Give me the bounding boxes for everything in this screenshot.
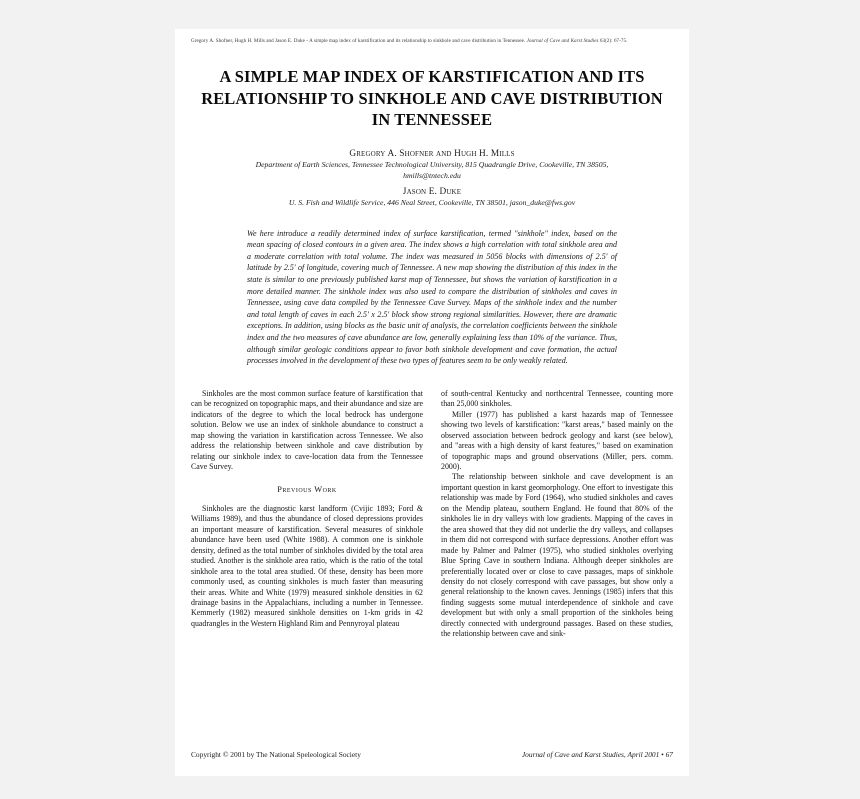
page-footer [191,750,673,759]
right-paragraph-2: Miller (1977) has published a karst hazards map of Tennessee showing two levels of karstification: "karst areas," based mainly on the observed association between bedrock geology and karst (see below), and "areas with a high density of karst features," based on examination of topographic maps and ground observations (Miller, pers. comm. 2000). [441,409,673,471]
page-title: A SIMPLE MAP INDEX OF KARSTIFICATION AND ITS RELATIONSHIP TO SINKHOLE AND CAVE DISTRIBUTION IN TENNESSEE [201,67,663,130]
authors-block [191,148,673,209]
footer-copyright: Copyright © 2001 by The National Speleological Society [191,750,361,759]
affiliation-secondary: U. S. Fish and Wildlife Service, 446 Neal Street, Cookeville, TN 38501, jason_duke@fws.gov [288,198,576,208]
running-head-citation: Gregory A. Shofner, Hugh H. Mills and Jason E. Duke - A simple map index of karstification and its relationship to sinkhole and cave distribution in Tennessee. [191,38,526,44]
affiliation-primary: Department of Earth Sciences, Tennessee Technological University, 815 Quadrangle Drive, Cookeville, TN 38505, [255,160,609,170]
section-heading-previous-work: Previous Work [277,485,337,495]
left-column [191,389,423,735]
previous-work-paragraph: Sinkholes are the diagnostic karst landform (Cvijic 1893; Ford & Williams 1989), and thus the abundance of closed depressions provides an important measure of karstification. Several measures of sinkhole abundance have been used (White 1988). A common one is sinkhole density, defined as the total number of sinkholes divided by the total area studied. Another is the sinkhole area ratio, which is the ratio of the total sinkhole area to the total area studied. Of these, density has been more commonly used, as counting sinkholes is much faster than measuring their areas. White and White (1979) measured sinkhole densities in 62 drainage basins in the Appalachians, including a number in Tennessee. Kemmerly (1982) measured sinkhole densities on 1-km grids in 42 quadrangles in the Western Highland Rim and Pennyroyal plateau [191,503,423,628]
author-names-primary: Gregory A. Shofner and Hugh H. Mills [349,148,515,159]
running-head [191,38,673,45]
right-paragraph-1: of south-central Kentucky and northcentral Tennessee, counting more than 25,000 sinkholes. [441,388,673,409]
right-column [441,389,673,735]
intro-paragraph: Sinkholes are the most common surface feature of karstification that can be recognized on topographic maps, and their abundance and size are indicators of the degree to which the local bedrock has undergone solution. Below we use an index of sinkhole abundance to construct a map showing the variation in karstification across Tennessee. We also address the relationship between sinkhole and cave distribution by relating our sinkhole index to cave-location data from the Tennessee Cave Survey. [191,388,423,471]
author-names-secondary: Jason E. Duke [402,186,462,197]
title-block [191,66,673,131]
email-primary: hmills@tntech.edu [403,171,461,180]
running-head-volume: 63(2): 67-75. [598,38,628,44]
body-columns [191,389,673,735]
footer-journal-reference: Journal of Cave and Karst Studies, April 2001 • 67 [521,750,673,759]
right-paragraph-3: The relationship between sinkhole and cave development is an important question in karst geomorphology. One effort to investigate this relationship was made by Ford (1964), who studied sinkholes and caves on the Mendip plateau, southern England. He found that 80% of the sinkholes lie in dry valleys with low gradients. Mapping of the caves in the area showed that they did not underlie the dry valleys, and collapses in them did not correspond with surface depressions. Another effort was made by Palmer and Palmer (1975), who studied sinkholes overlying Blue Spring Cave in southern Indiana. Although deeper sinkholes are preferentially located over or close to cave passages, maps of sinkhole density do not closely correspond with cave passages, but show only a general relationship to the known caves. Jennings (1985) infers that this finding suggests some mutual interdependence of sinkhole and cave development but with only a small proportion of the sinkholes being directly connected with underground passages. Based on these studies, the relationship between cave and sink- [441,472,673,639]
abstract: We here introduce a readily determined index of surface karstification, termed "sinkhole" index, based on the mean spacing of closed contours in a given area. The index shows a high correlation with total sinkhole area and a moderate correlation with total volume. The index was measured in 5056 blocks with dimensions of 2.5' of latitude by 2.5' of longitude, covering much of Tennessee. A new map showing the distribution of this index in the state is similar to one previously published karst map of Tennessee, but shows the variation of karstification in a more detailed manner. The sinkhole index was also used to compare the distribution of sinkholes and caves in Tennessee, using cave data compiled by the Tennessee Cave Survey. Maps of the sinkhole index and the number and total length of caves in each 2.5' x 2.5' block show strong regional similarities. However, there are dramatic exceptions. In addition, using blocks as the basic unit of analysis, the correlation coefficients between the sinkhole index and the two measures of cave abundance are low, generally explaining less than 10% of the variance. Thus, although similar geologic conditions appear to favor both sinkhole development and cave formation, the actual processes involved in the development of these two types of features seem to be only weakly related. [247,228,617,366]
running-head-journal: Journal of Cave and Karst Studies [526,38,599,44]
paper-page [175,29,689,776]
